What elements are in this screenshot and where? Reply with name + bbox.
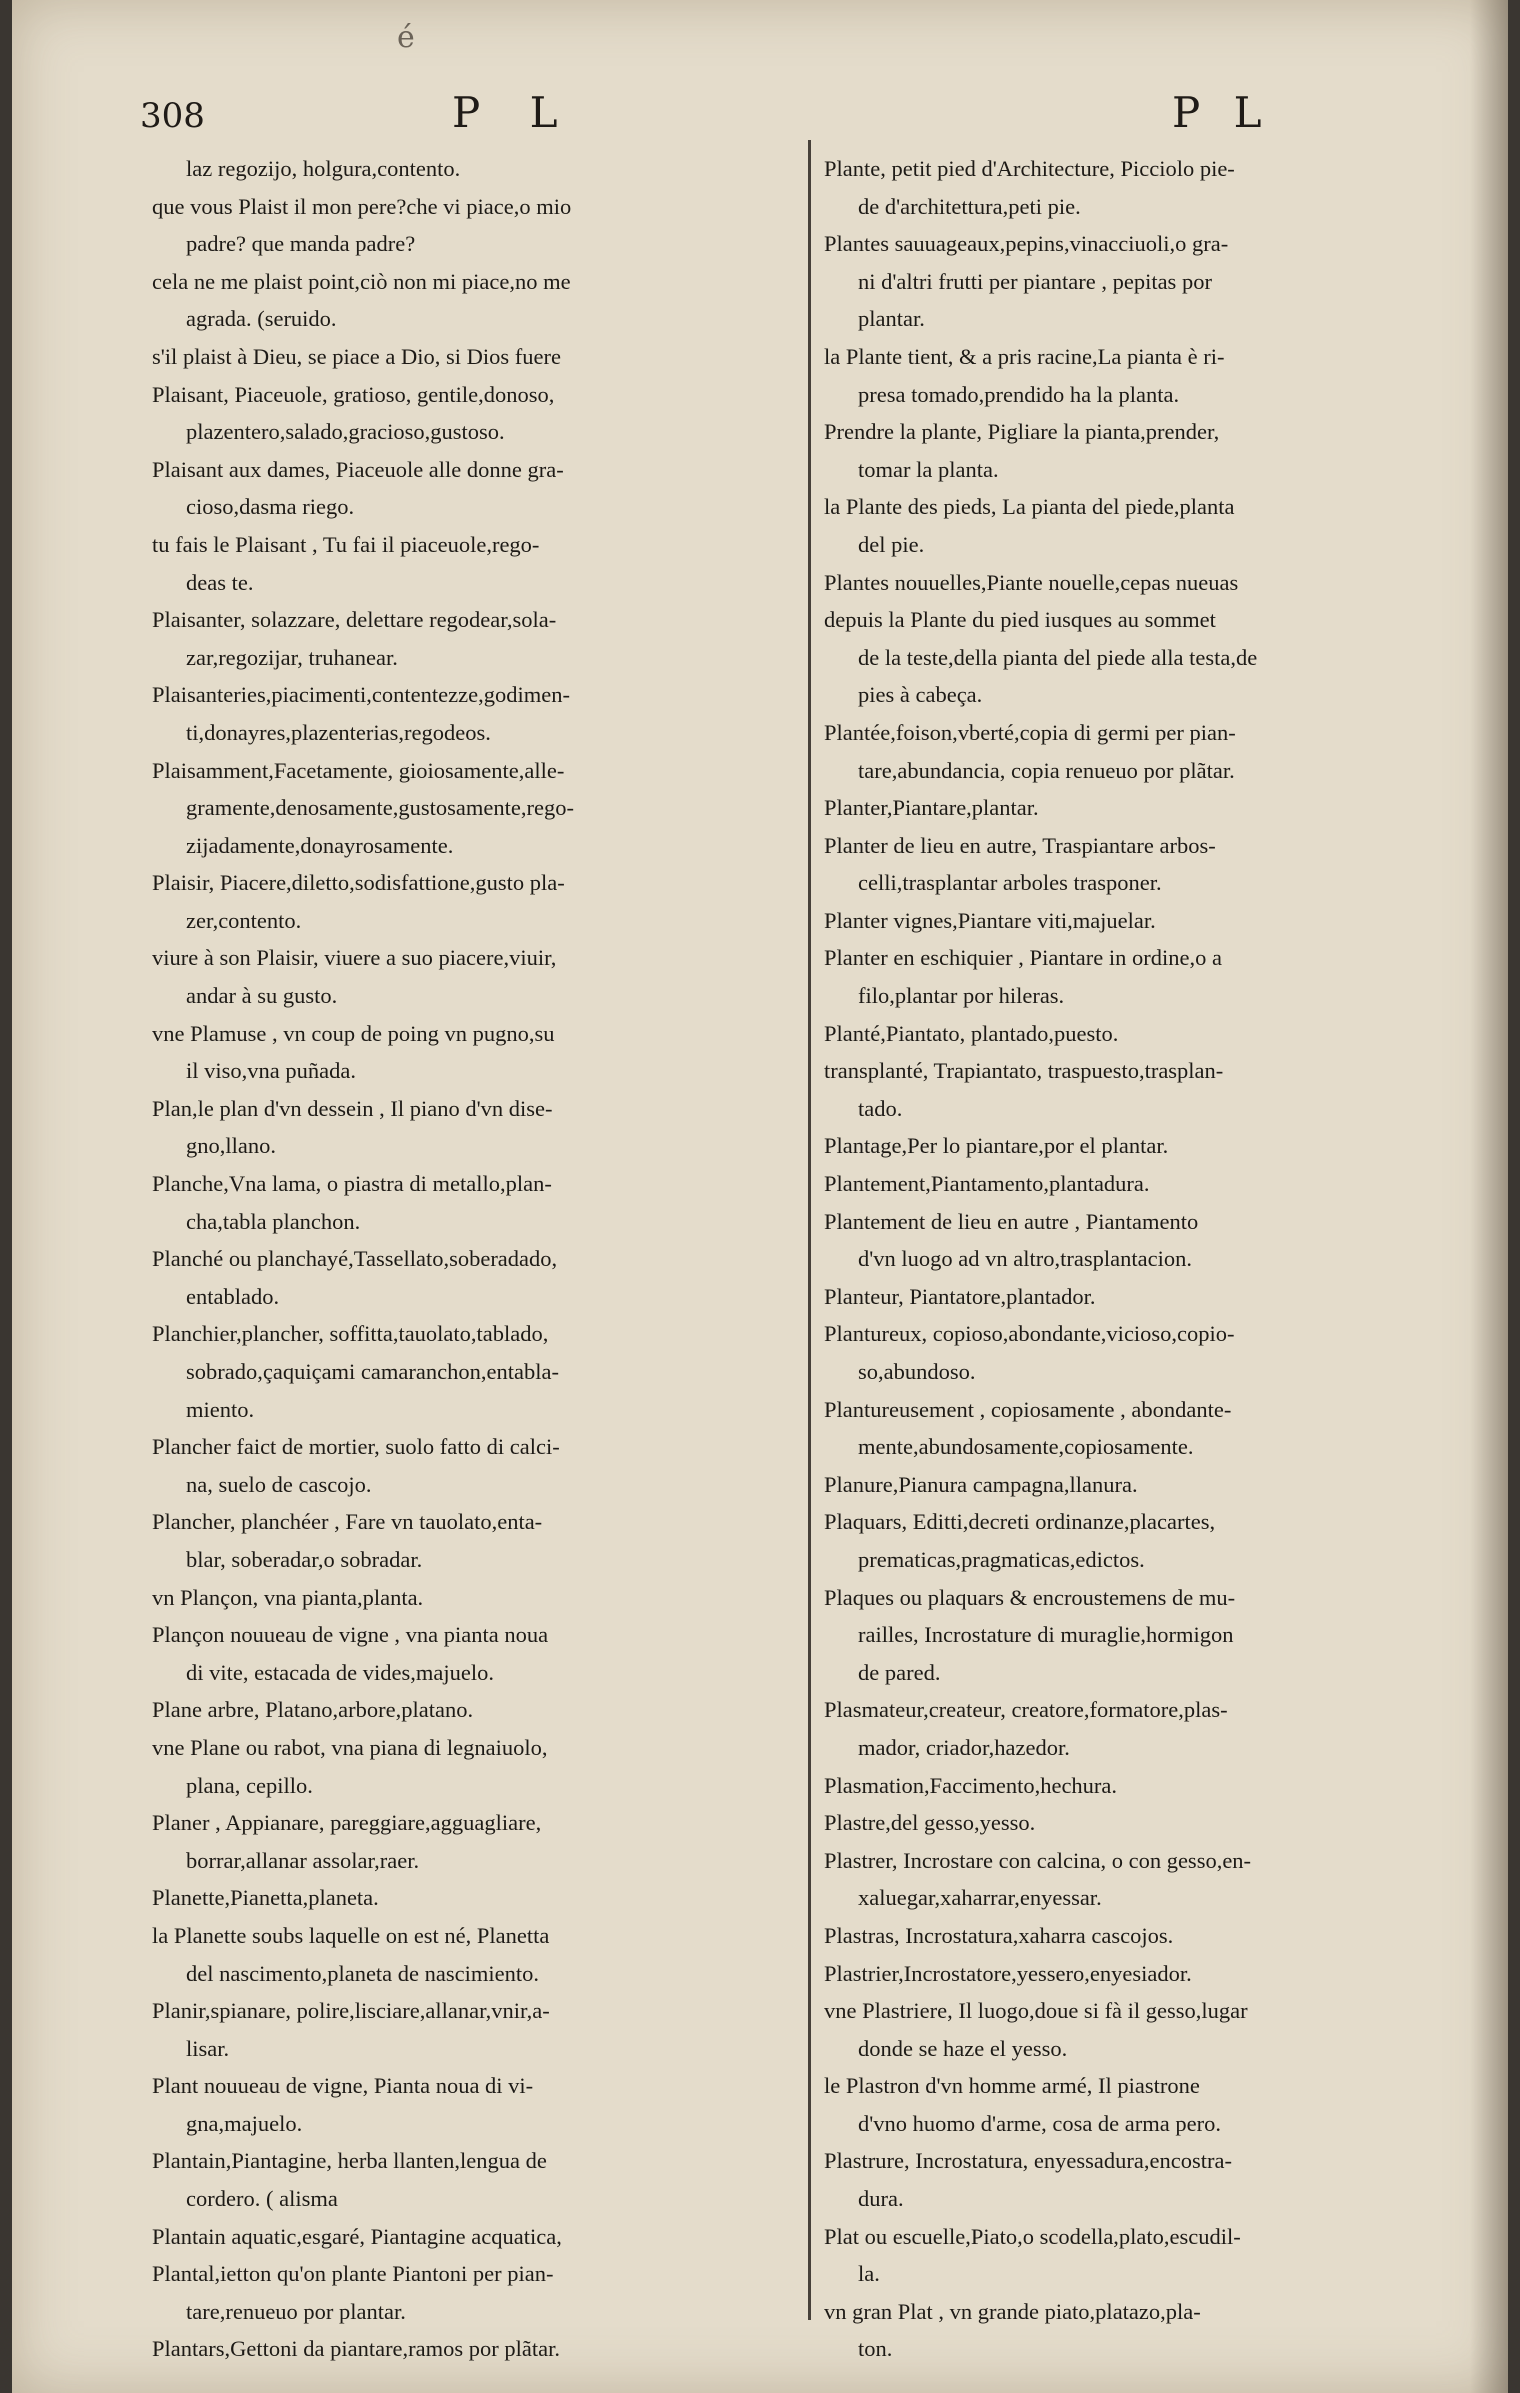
dictionary-line: Planter vignes,Piantare viti,majuelar.	[824, 907, 1156, 933]
dictionary-line: tu fais le Plaisant , Tu fai il piaceuole,rego-	[152, 531, 540, 557]
dictionary-line: Planté,Piantato, plantado,puesto.	[824, 1020, 1119, 1046]
dictionary-line: gno,llano.	[186, 1133, 276, 1159]
dictionary-line: blar, soberadar,o sobradar.	[186, 1546, 423, 1572]
dictionary-line: donde se haze el yesso.	[858, 2035, 1068, 2061]
dictionary-line: viure à son Plaisir, viuere a suo piacere,viuir,	[152, 945, 557, 971]
dictionary-line: plana, cepillo.	[186, 1772, 313, 1798]
dictionary-line: cioso,dasma riego.	[186, 494, 355, 520]
dictionary-line: Plastrure, Incrostatura, enyessadura,encostra-	[824, 2148, 1232, 2174]
dictionary-line: gna,majuelo.	[186, 2110, 303, 2136]
dictionary-line: laz regozijo, holgura,contento.	[186, 156, 461, 181]
dictionary-line: Plantars,Gettoni da piantare,ramos por plãtar.	[152, 2336, 560, 2362]
page-binding-shadow	[1470, 0, 1508, 2393]
dictionary-line: ton.	[858, 2336, 893, 2362]
dictionary-line: Plantureux, copioso,abondante,vicioso,copio-	[824, 1321, 1235, 1347]
dictionary-line: tado.	[858, 1095, 903, 1121]
dictionary-line: Planter,Piantare,plantar.	[824, 795, 1039, 821]
dictionary-line: Plantement de lieu en autre , Piantamento	[824, 1208, 1199, 1234]
dictionary-line: Plaisanteries,piacimenti,contentezze,godimen-	[152, 682, 570, 708]
dictionary-line: railles, Incrostature di muraglie,hormigon	[858, 1622, 1234, 1648]
dictionary-line: Plancher faict de mortier, suolo fatto di calci-	[152, 1434, 560, 1460]
dictionary-line: filo,plantar por hileras.	[858, 983, 1065, 1009]
dictionary-line: Plastras, Incrostatura,xaharra cascojos.	[824, 1922, 1174, 1948]
running-head-left: P L	[452, 88, 576, 137]
dictionary-line: la.	[858, 2261, 880, 2287]
dictionary-line: cordero. ( alisma	[186, 2186, 338, 2212]
dictionary-line: Planir,spianare, polire,lisciare,allanar,vnir,a-	[152, 1998, 550, 2024]
dictionary-line: zar,regozijar, truhanear.	[186, 644, 398, 670]
dictionary-line: mente,abundosamente,copiosamente.	[858, 1434, 1194, 1460]
dictionary-line: Planchier,plancher, soffitta,tauolato,tablado,	[152, 1321, 549, 1347]
dictionary-line: transplanté, Trapiantato, traspuesto,trasplan-	[824, 1058, 1224, 1084]
dictionary-line: Plantes nouuelles,Piante nouelle,cepas nueuas	[824, 569, 1239, 595]
dictionary-line: borrar,allanar assolar,raer.	[186, 1847, 420, 1873]
dictionary-line: sobrado,çaquiçami camaranchon,entabla-	[186, 1359, 559, 1384]
dictionary-line: plantar.	[858, 306, 925, 332]
dictionary-line: la Planette soubs laquelle on est né, Planetta	[152, 1922, 550, 1948]
dictionary-line: tare,abundancia, copia renueuo por plãtar.	[858, 757, 1235, 783]
page-number: 308	[140, 96, 205, 136]
dictionary-line: pies à cabeça.	[858, 682, 983, 708]
dictionary-line: vne Plamuse , vn coup de poing vn pugno,su	[152, 1020, 555, 1046]
dictionary-line: de pared.	[858, 1659, 941, 1685]
dictionary-line: xaluegar,xaharrar,enyessar.	[858, 1885, 1102, 1911]
dictionary-line: Plaisanter, solazzare, delettare regodear,sola-	[152, 607, 557, 633]
dictionary-line: vn gran Plat , vn grande piato,platazo,pla-	[824, 2298, 1201, 2324]
book-page	[12, 0, 1508, 2393]
dictionary-line: d'vn luogo ad vn altro,trasplantacion.	[858, 1246, 1192, 1272]
dictionary-line: na, suelo de cascojo.	[186, 1471, 372, 1497]
dictionary-line: de d'architettura,peti pie.	[858, 193, 1081, 219]
dictionary-line: agrada. (seruido.	[186, 306, 337, 332]
dictionary-line: del pie.	[858, 531, 925, 557]
dictionary-line: dura.	[858, 2186, 904, 2212]
dictionary-line: que vous Plaist il mon pere?che vi piace,o mio	[152, 193, 572, 219]
dictionary-line: Planter en eschiquier , Piantare in ordine,o a	[824, 945, 1222, 971]
dictionary-line: Plaisir, Piacere,diletto,sodisfattione,gusto pla-	[152, 870, 565, 896]
dictionary-line: Plantes sauuageaux,pepins,vinacciuoli,o gra-	[824, 231, 1229, 257]
dictionary-line: di vite, estacada de vides,majuelo.	[186, 1659, 495, 1685]
dictionary-line: cela ne me plaist point,ciò non mi piace,no me	[152, 268, 571, 294]
dictionary-line: zijadamente,donayrosamente.	[186, 832, 454, 858]
dictionary-line: prematicas,pragmaticas,edictos.	[858, 1546, 1145, 1572]
dictionary-line: la Plante tient, & a pris racine,La pianta è ri-	[824, 343, 1225, 369]
dictionary-line: ti,donayres,plazenterias,regodeos.	[186, 719, 491, 745]
dictionary-line: Plane arbre, Platano,arbore,platano.	[152, 1697, 474, 1723]
dictionary-line: Plant nouueau de vigne, Pianta noua di vi-	[152, 2073, 534, 2099]
running-head-right: P L	[1172, 88, 1272, 137]
dictionary-line: Plantain,Piantagine, herba llanten,lengua de	[152, 2148, 547, 2174]
dictionary-line: Plastre,del gesso,yesso.	[824, 1810, 1036, 1836]
dictionary-line: Plasmateur,createur, creatore,formatore,plas-	[824, 1697, 1228, 1723]
dictionary-line: Plancher, planchéer , Fare vn tauolato,enta-	[152, 1509, 543, 1535]
dictionary-line: la Plante des pieds, La pianta del piede,planta	[824, 494, 1235, 520]
dictionary-line: padre? que manda padre?	[186, 231, 416, 257]
dictionary-line: Plançon nouueau de vigne , vna pianta noua	[152, 1622, 549, 1648]
dictionary-line: miento.	[186, 1396, 255, 1422]
dictionary-line: Plat ou escuelle,Piato,o scodella,plato,escudil-	[824, 2223, 1241, 2249]
dictionary-line: celli,trasplantar arboles trasponer.	[858, 870, 1162, 896]
dictionary-line: plazentero,salado,gracioso,gustoso.	[186, 419, 505, 445]
dictionary-line: ni d'altri frutti per piantare , pepitas por	[858, 268, 1212, 294]
dictionary-line: Planure,Pianura campagna,llanura.	[824, 1471, 1138, 1497]
dictionary-line: Plaquars, Editti,decreti ordinanze,placartes,	[824, 1509, 1216, 1535]
dictionary-line: andar à su gusto.	[186, 983, 338, 1009]
dictionary-line: vne Plastriere, Il luogo,doue si fà il gesso,lugar	[824, 1998, 1248, 2024]
page-header	[12, 88, 1508, 148]
dictionary-line: Prendre la plante, Pigliare la pianta,prender,	[824, 419, 1220, 445]
dictionary-line: Plantureusement , copiosamente , abondante-	[824, 1396, 1232, 1422]
dictionary-line: del nascimento,planeta de nascimiento.	[186, 1960, 540, 1986]
dictionary-line: s'il plaist à Dieu, se piace a Dio, si Dios fuere	[152, 343, 561, 369]
dictionary-line: Plastrer, Incrostare con calcina, o con gesso,en-	[824, 1847, 1252, 1873]
top-mark: é	[397, 20, 415, 55]
dictionary-line: Plaisant aux dames, Piaceuole alle donne gra-	[152, 456, 564, 482]
dictionary-line: Plantement,Piantamento,plantadura.	[824, 1171, 1150, 1197]
dictionary-line: vn Plançon, vna pianta,planta.	[152, 1584, 424, 1610]
dictionary-line: Plaques ou plaquars & encroustemens de mu-	[824, 1584, 1236, 1610]
dictionary-line: tare,renueuo por plantar.	[186, 2298, 406, 2324]
dictionary-line: le Plastron d'vn homme armé, Il piastrone	[824, 2073, 1200, 2099]
dictionary-line: Planter de lieu en autre, Traspiantare arbos-	[824, 832, 1216, 858]
dictionary-line: Plantal,ietton qu'on plante Piantoni per pian-	[152, 2261, 554, 2287]
right-column	[824, 150, 1474, 2368]
dictionary-line: Plasmation,Faccimento,hechura.	[824, 1772, 1118, 1798]
dictionary-line: tomar la planta.	[858, 456, 999, 482]
dictionary-line: presa tomado,prendido ha la planta.	[858, 381, 1180, 407]
dictionary-line: Plastrier,Incrostatore,yessero,enyesiador.	[824, 1960, 1192, 1986]
dictionary-line: cha,tabla planchon.	[186, 1208, 361, 1234]
dictionary-line: Plaisant, Piaceuole, gratioso, gentile,donoso,	[152, 381, 555, 407]
dictionary-line: lisar.	[186, 2035, 230, 2061]
dictionary-line: d'vno huomo d'arme, cosa de arma pero.	[858, 2110, 1221, 2136]
dictionary-line: deas te.	[186, 569, 254, 595]
dictionary-line: depuis la Plante du pied iusques au sommet	[824, 607, 1216, 633]
dictionary-line: Planteur, Piantatore,plantador.	[824, 1283, 1096, 1309]
dictionary-line: Planette,Pianetta,planeta.	[152, 1885, 379, 1911]
left-column	[152, 150, 792, 2368]
dictionary-line: mador, criador,hazedor.	[858, 1734, 1070, 1760]
column-divider	[808, 140, 811, 2320]
dictionary-line: Planche,Vna lama, o piastra di metallo,plan-	[152, 1171, 552, 1197]
dictionary-line: Plante, petit pied d'Architecture, Picciolo pie-	[824, 156, 1235, 181]
dictionary-line: vne Plane ou rabot, vna piana di legnaiuolo,	[152, 1734, 548, 1760]
dictionary-line: il viso,vna puñada.	[186, 1058, 356, 1084]
dictionary-line: entablado.	[186, 1283, 280, 1309]
dictionary-line: de la teste,della pianta del piede alla testa,de	[858, 644, 1258, 670]
dictionary-line: gramente,denosamente,gustosamente,rego-	[186, 795, 574, 821]
dictionary-line: Plantain aquatic,esgaré, Piantagine acquatica,	[152, 2223, 562, 2249]
dictionary-line: Plantage,Per lo piantare,por el plantar.	[824, 1133, 1169, 1159]
dictionary-line: so,abundoso.	[858, 1359, 976, 1384]
dictionary-line: Plantée,foison,vberté,copia di germi per pian-	[824, 719, 1236, 745]
dictionary-line: Planché ou planchayé,Tassellato,soberadado,	[152, 1246, 558, 1272]
dictionary-line: Plaisamment,Facetamente, gioiosamente,alle-	[152, 757, 565, 783]
dictionary-line: Plan,le plan d'vn dessein , Il piano d'vn dise-	[152, 1095, 553, 1121]
dictionary-line: zer,contento.	[186, 907, 302, 933]
dictionary-line: Planer , Appianare, pareggiare,agguagliare,	[152, 1810, 542, 1836]
